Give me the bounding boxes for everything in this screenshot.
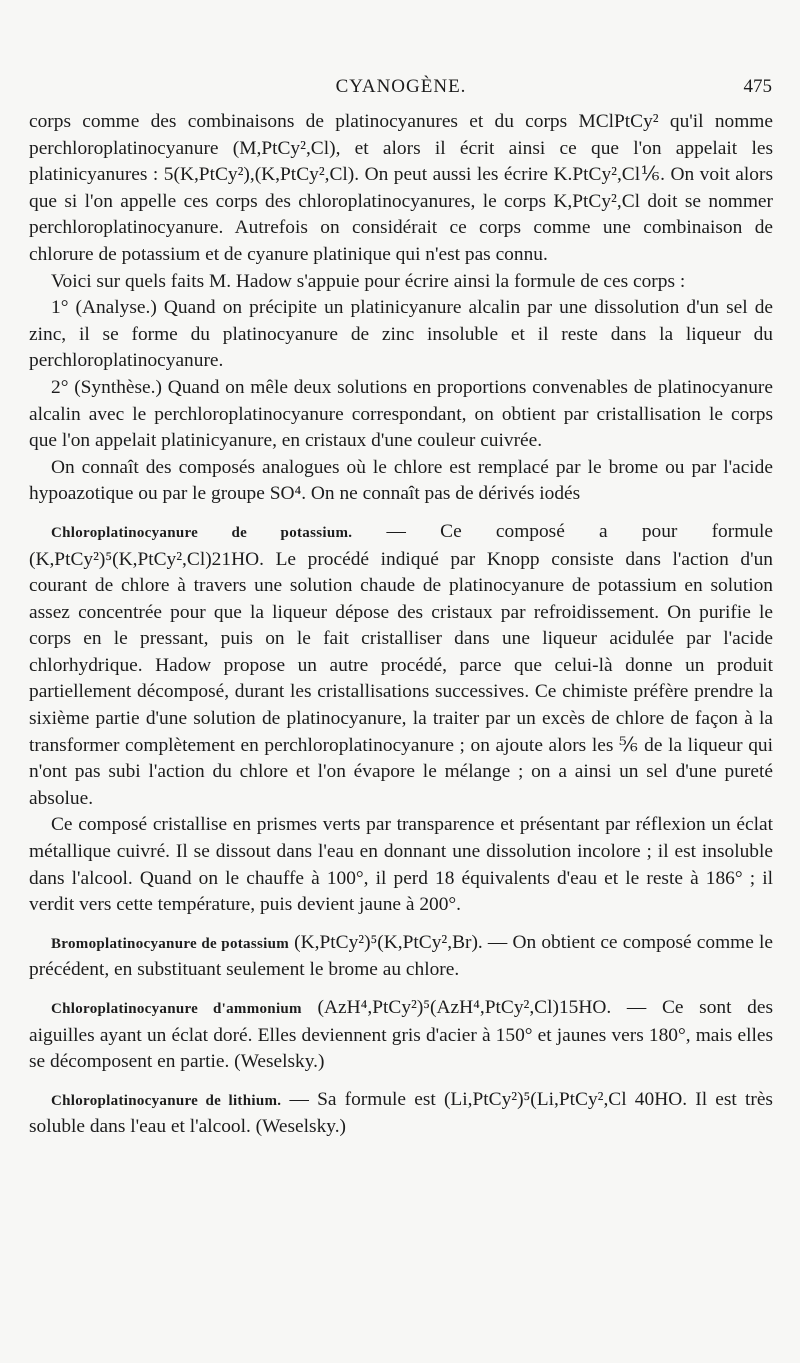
section-chloroplatinocyanure-lithium (29, 1087, 773, 1141)
page-number: 475 (743, 76, 772, 97)
paragraph-analogues: On connaît des composés analogues où le chlore est remplacé par le brome ou par l'acide hypoazotique ou par le groupe SO⁴. On ne connaît pas de dérivés iodés (29, 456, 773, 505)
paragraph-analyse: 1° (Analyse.) Quand on précipite un platinicyanure alcalin par une dissolution d'un sel de zinc, il se forme du platinocyanure de zinc insoluble et il reste dans la liqueur du perchloroplatinocyanure. (29, 297, 773, 372)
body-text (29, 109, 773, 1141)
paragraph-continuation: corps comme des combinaisons de platinocyanures et du corps MClPtCy² qu'il nomme perchloroplatinocyanure (M,PtCy²,Cl), et alors il écrit ainsi ce que l'on appelait les platinicyanures : 5(K,PtCy²),(K,PtCy²,Cl). On peut aussi les écrire K.PtCy²,Cl⅙. On voit alors que si l'on appelle ces corps des chloroplatinocyanures, le corps K,PtCy²,Cl doit se nommer perchloroplatinocyanure. Autrefois on considérait ce corps comme une combinaison de chlorure de potassium et de cyanure platinique qui n'est pas connu. (29, 111, 773, 265)
section-bromoplatinocyanure-potassium (29, 930, 773, 984)
section-body: (AzH⁴,PtCy²)⁵(AzH⁴,PtCy²,Cl)15HO. — Ce sont des aiguilles ayant un éclat doré. Elles deviennent gris d'acier à 150° et jaunes vers 180°, mais elles se décomposent en partie. (Weselsky.) (29, 997, 773, 1073)
section-body: — Ce composé a pour formule (K,PtCy²)⁵(K,PtCy²,Cl)21HO. Le procédé indiqué par Knopp consiste dans l'action d'un courant de chlore à travers une solution chaude de platinocyanure de potassium en solution assez concentrée pour que la liqueur dépose des cristaux par refroidissement. On purifie le corps en le pressant, puis on le fait cristalliser dans une liqueur acidulée par l'acide chlorhydrique. Hadow propose un autre procédé, parce que celui-là donne un produit partiellement décomposé, durant les cristallisations successives. Ce chimiste préfère prendre la sixième partie d'une solution de platinocyanure, la traiter par un excès de chlore de façon à la transformer complètement en perchloroplatinocyanure ; on ajoute alors les ⅚ de la liqueur qui n'ont pas subi l'action du chlore et l'on évapore le mélange ; on a ainsi un sel d'une pureté absolue. (29, 520, 773, 809)
paragraph-cristallisation: Ce composé cristallise en prismes verts par transparence et présentant par réflexion un éclat métallique cuivré. Il se dissout dans l'eau en donnant une dissolution incolore ; il est insoluble dans l'alcool. Quand on le chauffe à 100°, il perd 18 équivalents d'eau et le reste à 186° ; il verdit vers cette température, puis devient jaune à 200°. (29, 814, 773, 916)
section-heading: Bromoplatinocyanure de potassium (51, 935, 290, 952)
section-chloroplatinocyanure-potassium (29, 519, 773, 813)
section-body: (K,PtCy²)⁵(K,PtCy²,Br). — On obtient ce composé comme le précédent, en substituant seulement le brome au chlore. (29, 931, 773, 981)
section-chloroplatinocyanure-ammonium (29, 995, 773, 1076)
section-heading: Chloroplatinocyanure d'ammonium (51, 1001, 302, 1017)
paragraph-hadow-facts: Voici sur quels faits M. Hadow s'appuie pour écrire ainsi la formule de ces corps : (51, 270, 686, 292)
section-heading: Chloroplatinocyanure de lithium. (51, 1092, 282, 1109)
section-heading: Chloroplatinocyanure de potassium. (51, 524, 353, 541)
section-body: — Sa formule est (Li,PtCy²)⁵(Li,PtCy²,Cl 40HO. Il est très soluble dans l'eau et l'alcool. (Weselsky.) (29, 1088, 773, 1138)
running-title: CYANOGÈNE. (335, 76, 467, 97)
paragraph-synthese: 2° (Synthèse.) Quand on mêle deux solutions en proportions convenables de platinocyanure alcalin avec le perchloroplatinocyanure correspondant, on obtient par cristallisation le corps que l'on appelait platinicyanure, en cristaux d'une couleur cuivrée. (29, 376, 773, 452)
running-head (30, 76, 772, 106)
